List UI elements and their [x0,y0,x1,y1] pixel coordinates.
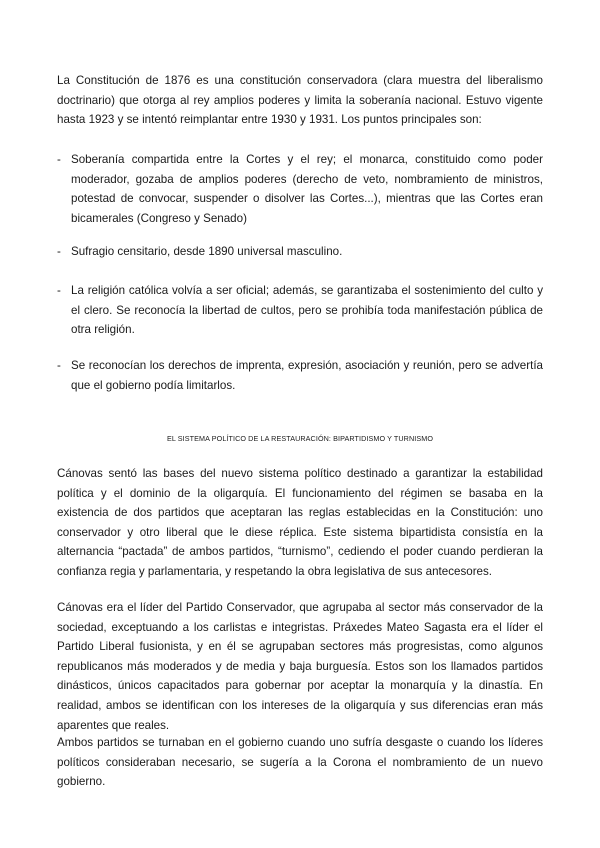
body-paragraph: Cánovas sentó las bases del nuevo sistema político destinado a garantizar la estabilidad política y el dominio de la oligarquía. El funcionamiento del régimen se basaba en la existencia de dos partidos que aceptaran las reglas establecidas en la Constitución: uno conservador y otro liberal que le diese réplica. Este sistema bipartidista consistía en la alternancia “pactada” de ambos partidos, “turnismo”, cediendo el poder cuando perdieran la confianza regia y parlamentaria, y respetando la obra legislativa de sus antecesores. [57,467,543,578]
list-item-text: La religión católica volvía a ser oficial; además, se garantizaba el sostenimiento del culto y el clero. Se reconocía la libertad de cultos, pero se prohibía toda manifestación pública de otra religión. [71,284,543,337]
body-paragraph: Ambos partidos se turnaban en el gobierno cuando uno sufría desgaste o cuando los líderes políticos consideraban necesario, se sugería a la Corona el nombramiento de un nuevo gobierno. [57,736,543,789]
list-dash: - [57,153,61,166]
list-item-text: Se reconocían los derechos de imprenta, expresión, asociación y reunión, pero se advertía que el gobierno podía limitarlos. [71,359,543,392]
list-item-text: Sufragio censitario, desde 1890 universal masculino. [71,245,343,258]
body-paragraph: Cánovas era el líder del Partido Conservador, que agrupaba al sector más conservador de la sociedad, exceptuando a los carlistas e integristas. Práxedes Mateo Sagasta era el líder el Partido Liberal fusionista, y en él se agrupaban sectores más progresistas, como algunos republicanos más moderados y de media y baja burguesía. Estos son los llamados partidos dinásticos, únicos capacitados para gobernar por aceptar la monarquía y la dinastía. En realidad, ambos se identifican con los intereses de la oligarquía y sus diferencias eran más aparentes que reales. [57,601,543,732]
intro-paragraph: La Constitución de 1876 es una constitución conservadora (clara muestra del liberalismo doctrinario) que otorga al rey amplios poderes y limita la soberanía nacional. Estuvo vigente hasta 1923 y se intentó reimplantar entre 1930 y 1931. Los puntos principales son: [57,74,543,127]
section-heading: EL SISTEMA POLÍTICO DE LA RESTAURACIÓN: BIPARTIDISMO Y TURNISMO [166,434,434,443]
list-dash: - [57,284,61,297]
list-dash: - [57,359,61,372]
list-item-text: Soberanía compartida entre la Cortes y el rey; el monarca, constituido como poder moderador, gozaba de amplios poderes (derecho de veto, nombramiento de ministros, potestad de convocar, suspender o disolver las Cortes...), mientras que las Cortes eran bicamerales (Congreso y Senado) [71,153,543,225]
list-dash: - [57,245,61,258]
